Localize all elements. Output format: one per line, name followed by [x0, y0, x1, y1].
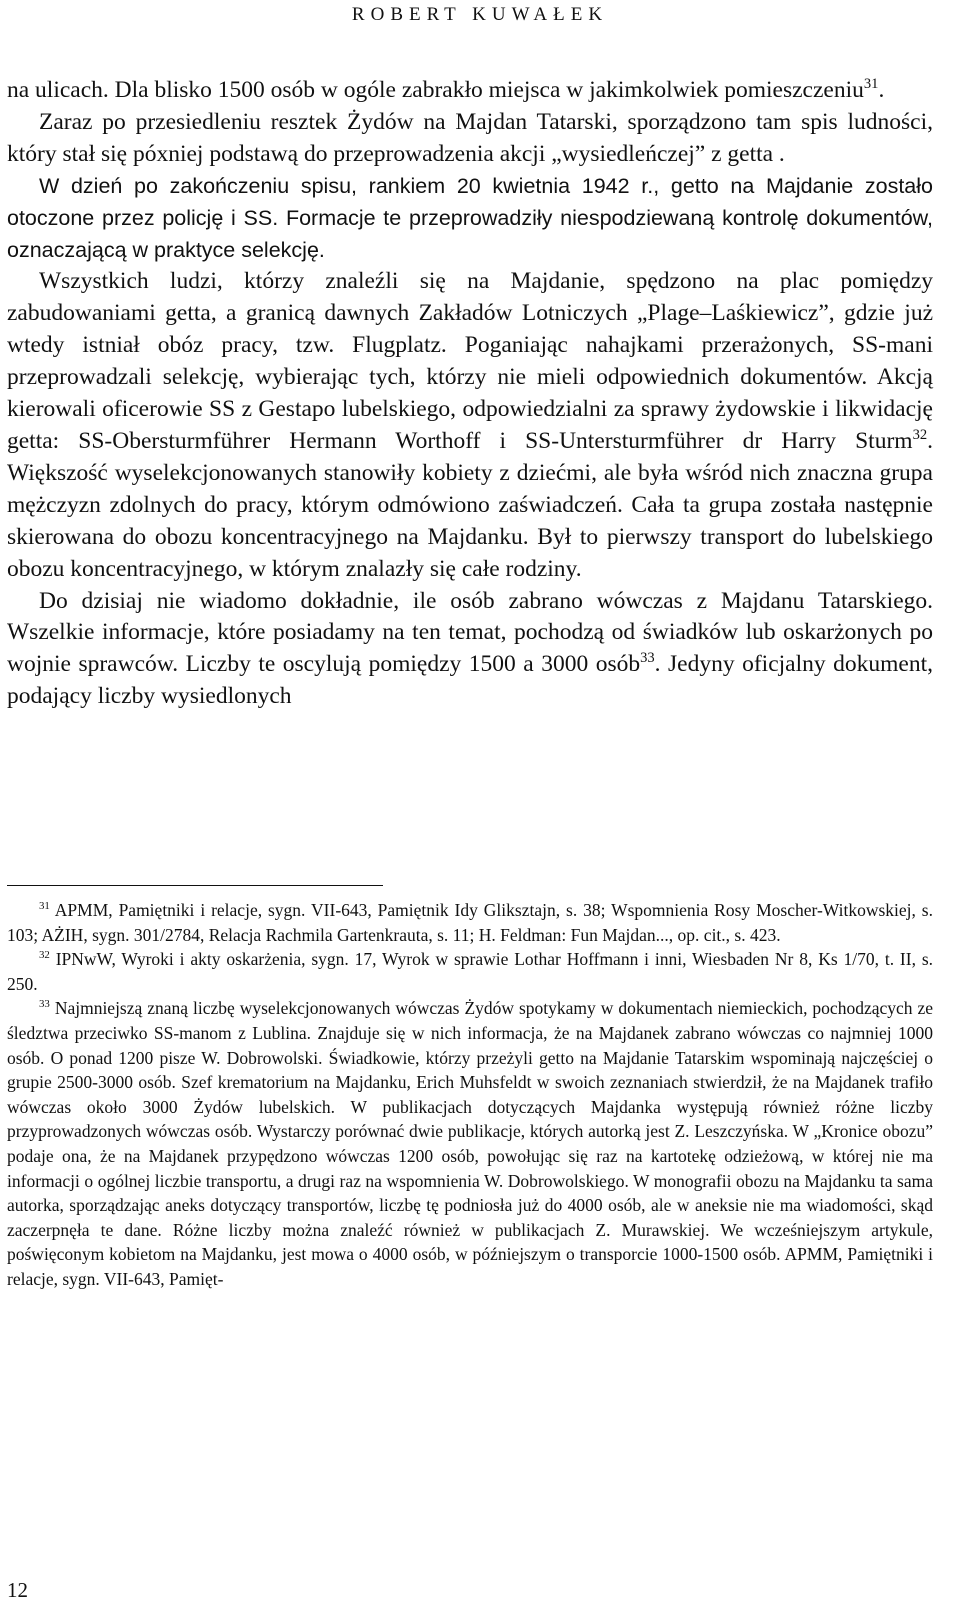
footnote-ref-32[interactable]: 32	[912, 427, 928, 444]
paragraph-3: W dzień po zakończeniu spisu, rankiem 20 kwietnia 1942 r., getto na Majdanie zostało otoczone przez policję i SS. Formacje te przeprowadziły niespodziewaną kontrolę dokumentów, oznaczającą w praktyce selekcję.	[7, 173, 933, 262]
footnote-ref-31[interactable]: 31	[863, 76, 879, 93]
footnote-ref-33[interactable]: 33	[640, 650, 655, 667]
footnote-number: 32	[39, 949, 50, 962]
paragraph-4: Wszystkich ludzi, którzy znaleźli się na Majdanie, spędzono na plac pomiędzy zabudowaniami getta, a granicą dawnych Zakładów Lotniczych „Plage–Laśkiewicz”, gdzie już wtedy istniał obóz pracy, tzw. Flugplatz. Poganiając nahajkami przerażonych, SS-mani przeprowadzali selekcję, wybierając tych, którzy nie mieli odpowiednich dokumentów. Akcją kierowali oficerowie SS z Gestapo lubelskiego, odpowiedzialni za sprawy żydowskie i likwidację getta: SS-Obersturmführer Hermann Worthoff i SS-Untersturmführer dr Harry Sturm$^{32}$. Większość wyselekcjonowanych stanowiły kobiety z dziećmi, ale była wśród nich znaczna grupa mężczyzn zdolnych do pracy, którym odmówiono zaświadczeń. Cała ta grupa została następnie skierowana do obozu koncentracyjnego na Majdanku. Był to pierwszy transport do lubelskiego obozu koncentracyjnego, w którym znalazły się całe rodziny.	[7, 268, 933, 582]
running-header: ROBERT KUWAŁEK	[351, 4, 609, 25]
footnote-33: $^{33}$ Najmniejszą znaną liczbę wyselekcjonowanych wówczas Żydów spotykamy w dokumentach niemieckich, pochodzących ze śledztwa przeciwko SS-manom z Lublina. Znajduje się w nich informacja, że na Majdanek zabrano wówczas co najmniej 1000 osób. O ponad 1200 pisze W. Dobrowolski. Świadkowie, którzy przeżyli getto na Majdanie Tatarskim wspominają najczęściej o grupie 2500-3000 osób. Szef krematorium na Majdanku, Erich Muhsfeldt w swoich zeznaniach stwierdził, że na Majdanek trafiło wówczas około 3000 Żydów lubelskich. W publikacjach dotyczących Majdanka występują również różne liczby przyprowadzonych wówczas osób. Wystarczy porównać dwie publikacje, których autorką jest Z. Leszczyńska. W „Kronice obozu” podaje ona, że na Majdanek przypędzono wówczas 1200 osób, powołując się raz na kartotekę odzieżową, w której nie ma informacji o ogólnej liczbie transportu, a drugi raz na wspomnienia W. Dobrowolskiego. W monografii obozu na Majdanku ta sama autorka, sporządzając aneks dotyczący transportów, liczbę tę podniosła już do 4000 osób, ale w aneksie nie ma wiadomości, skąd zaczerpnęła te dane. Różne liczby można znaleźć również w publikacjach Z. Murawskiej. We wcześniejszym artykule, poświęconym kobietom na Majdanku, jest mowa o 4000 osób, w późniejszym o transporcie 1000-1500 osób. APMM, Pamiętniki i relacje, sygn. VII-643, Pamięt-	[7, 998, 934, 1289]
paragraph-1: na ulicach. Dla blisko 1500 osób w ogóle zabrakło miejsca w jakimkolwiek pomieszczeniu$^{31}$.	[7, 76, 885, 103]
footnote-31: $^{31}$ APMM, Pamiętniki i relacje, sygn. VII-643, Pamiętnik Idy Gliksztajn, s. 38; Wspomnienia Rosy Moscher-Witkowskiej, s. 103; AŻIH, sygn. 301/2784, Relacja Rachmila Gartenkrauta, s. 11; H. Feldman: Fun Majdan..., op. cit., s. 423.	[7, 900, 933, 945]
footnotes	[7, 898, 933, 1292]
footnote-number: 31	[39, 900, 50, 913]
footnote-32: $^{32}$ IPNwW, Wyroki i akty oskarżenia, sygn. 17, Wyrok w sprawie Lothar Hoffmann i inni, Wiesbaden Nr 8, Ks 1/70, t. II, s. 250.	[7, 949, 933, 994]
paragraph-5: Do dzisiaj nie wiadomo dokładnie, ile osób zabrano wówczas z Majdanu Tatarskiego. Wszelkie informacje, które posiadamy na ten temat, pochodzą od świadków lub oskarżonych po wojnie sprawców. Liczby te oscylują pomiędzy 1500 a 3000 osób$^{33}$. Jedyny oficjalny dokument, podający liczby wysiedlonych	[7, 587, 933, 710]
footnote-separator	[7, 885, 383, 886]
page-number: 12	[7, 1578, 28, 1602]
paragraph-2: Zaraz po przesiedleniu resztek Żydów na Majdan Tatarski, sporządzono tam spis ludności, który stał się póxniej podstawą do przeprowadzenia akcji „wysiedleńczej” z getta .	[7, 108, 933, 167]
body-text	[7, 75, 933, 713]
footnote-number: 33	[39, 998, 50, 1011]
